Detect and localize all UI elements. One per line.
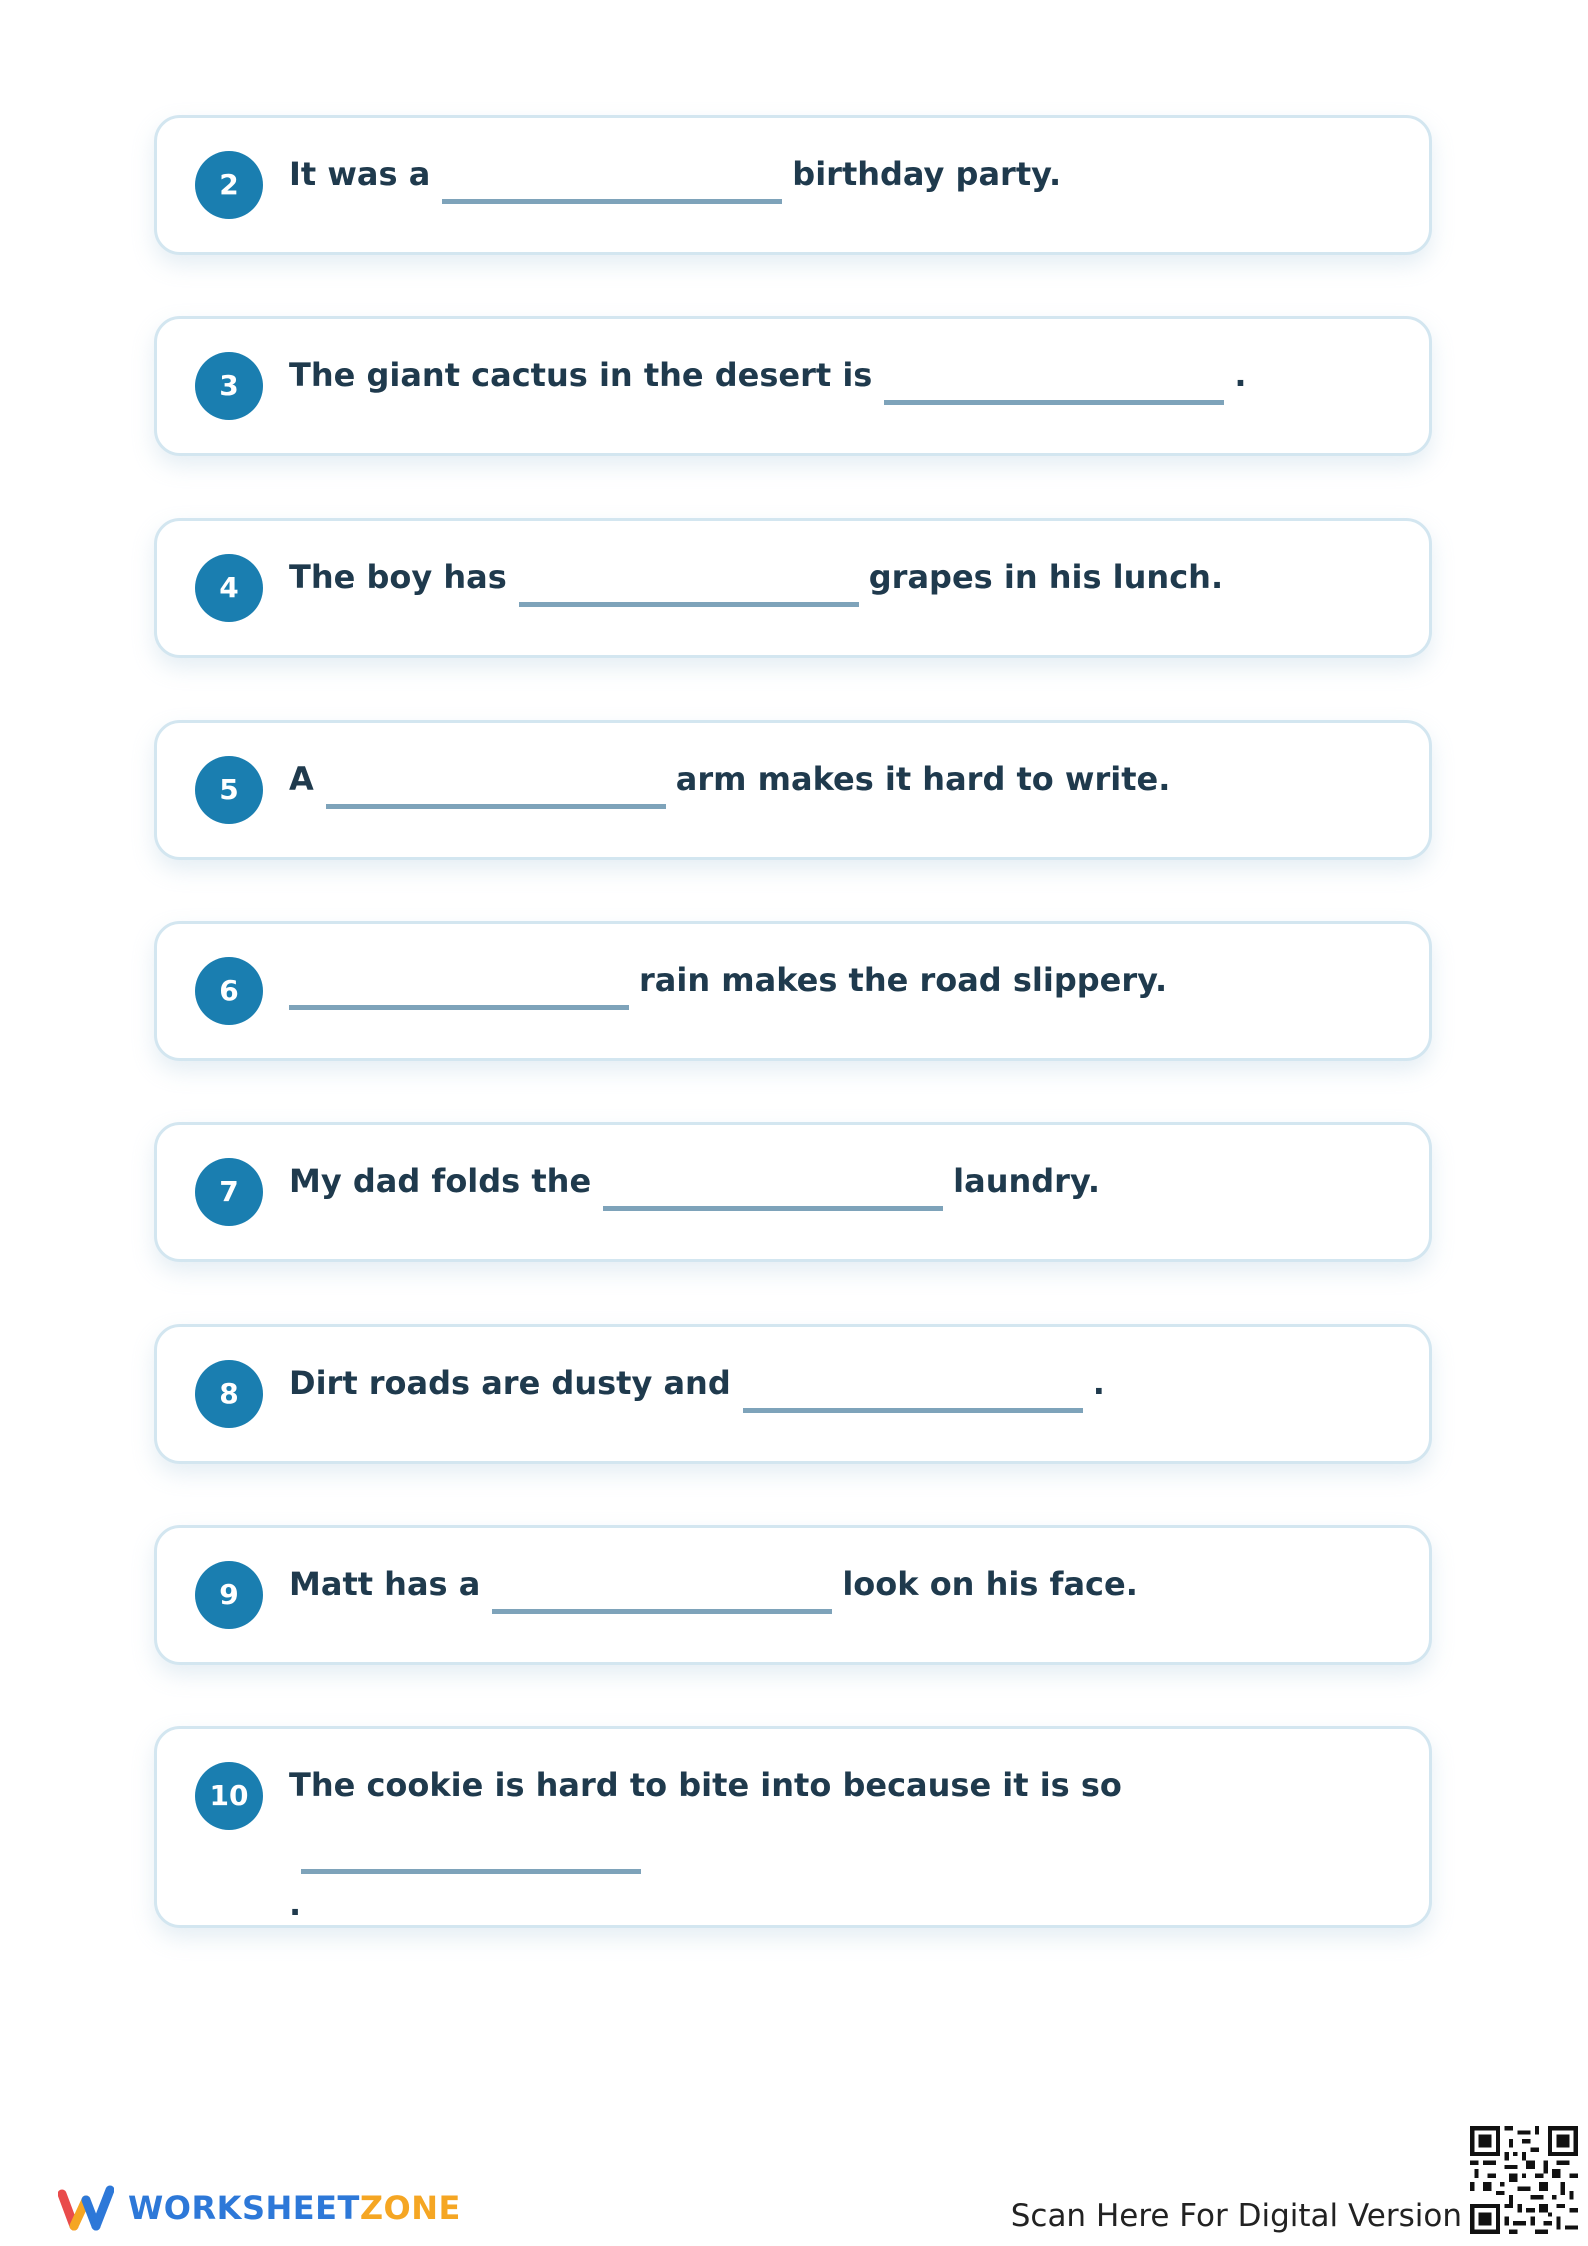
answer-blank[interactable] bbox=[492, 1555, 832, 1614]
question-card bbox=[154, 1525, 1432, 1665]
sentence-before: The cookie is hard to bite into because it is so bbox=[289, 1766, 1122, 1804]
worksheetzone-logo-icon bbox=[58, 2180, 114, 2236]
question-number-badge: 5 bbox=[195, 756, 263, 824]
question-card bbox=[154, 1726, 1432, 1928]
sentence-after: rain makes the road slippery. bbox=[639, 961, 1168, 999]
brand-logo bbox=[58, 2180, 461, 2236]
sentence-before: The boy has bbox=[289, 558, 507, 596]
question-sentence bbox=[289, 345, 1399, 405]
sentence-after: laundry. bbox=[953, 1162, 1101, 1200]
question-sentence bbox=[289, 1353, 1399, 1413]
answer-blank[interactable] bbox=[884, 346, 1224, 405]
sentence-before: A bbox=[289, 760, 314, 798]
question-card bbox=[154, 316, 1432, 456]
sentence-after: birthday party. bbox=[792, 155, 1062, 193]
brand-name-primary: WORKSHEET bbox=[128, 2189, 360, 2227]
question-number-badge: 4 bbox=[195, 554, 263, 622]
question-number-badge: 6 bbox=[195, 957, 263, 1025]
sentence-after: look on his face. bbox=[842, 1565, 1138, 1603]
sentence-before: Dirt roads are dusty and bbox=[289, 1364, 731, 1402]
question-sentence bbox=[289, 1755, 1407, 1934]
brand-name-accent: ZONE bbox=[359, 2189, 461, 2227]
question-number-badge: 9 bbox=[195, 1561, 263, 1629]
sentence-before: It was a bbox=[289, 155, 431, 193]
answer-blank[interactable] bbox=[442, 145, 782, 204]
answer-blank[interactable] bbox=[743, 1354, 1083, 1413]
question-number-badge: 8 bbox=[195, 1360, 263, 1428]
brand-name bbox=[128, 2189, 461, 2227]
sentence-after: . bbox=[1234, 356, 1247, 394]
question-card bbox=[154, 115, 1432, 255]
question-card bbox=[154, 1324, 1432, 1464]
sentence-after: . bbox=[1092, 1364, 1105, 1402]
question-sentence bbox=[289, 547, 1399, 607]
question-card bbox=[154, 1122, 1432, 1262]
question-sentence bbox=[289, 749, 1399, 809]
qr-code-icon[interactable] bbox=[1470, 2126, 1578, 2234]
sentence-after: arm makes it hard to write. bbox=[675, 760, 1171, 798]
question-card bbox=[154, 518, 1432, 658]
sentence-after: . bbox=[289, 1885, 302, 1923]
sentence-before: The giant cactus in the desert is bbox=[289, 356, 873, 394]
question-sentence bbox=[289, 950, 1399, 1010]
answer-blank[interactable] bbox=[289, 951, 629, 1010]
sentence-before: Matt has a bbox=[289, 1565, 481, 1603]
question-number-badge: 10 bbox=[195, 1762, 263, 1830]
answer-blank[interactable] bbox=[326, 750, 666, 809]
answer-blank[interactable] bbox=[519, 548, 859, 607]
question-sentence bbox=[289, 1554, 1399, 1614]
question-card bbox=[154, 720, 1432, 860]
question-card bbox=[154, 921, 1432, 1061]
sentence-before: My dad folds the bbox=[289, 1162, 592, 1200]
question-number-badge: 7 bbox=[195, 1158, 263, 1226]
answer-blank[interactable] bbox=[603, 1152, 943, 1211]
question-number-badge: 3 bbox=[195, 352, 263, 420]
question-sentence bbox=[289, 144, 1399, 204]
sentence-after: grapes in his lunch. bbox=[868, 558, 1224, 596]
question-number-badge: 2 bbox=[195, 151, 263, 219]
question-sentence bbox=[289, 1151, 1399, 1211]
answer-blank[interactable] bbox=[301, 1815, 641, 1874]
scan-instruction: Scan Here For Digital Version bbox=[1010, 2198, 1462, 2234]
